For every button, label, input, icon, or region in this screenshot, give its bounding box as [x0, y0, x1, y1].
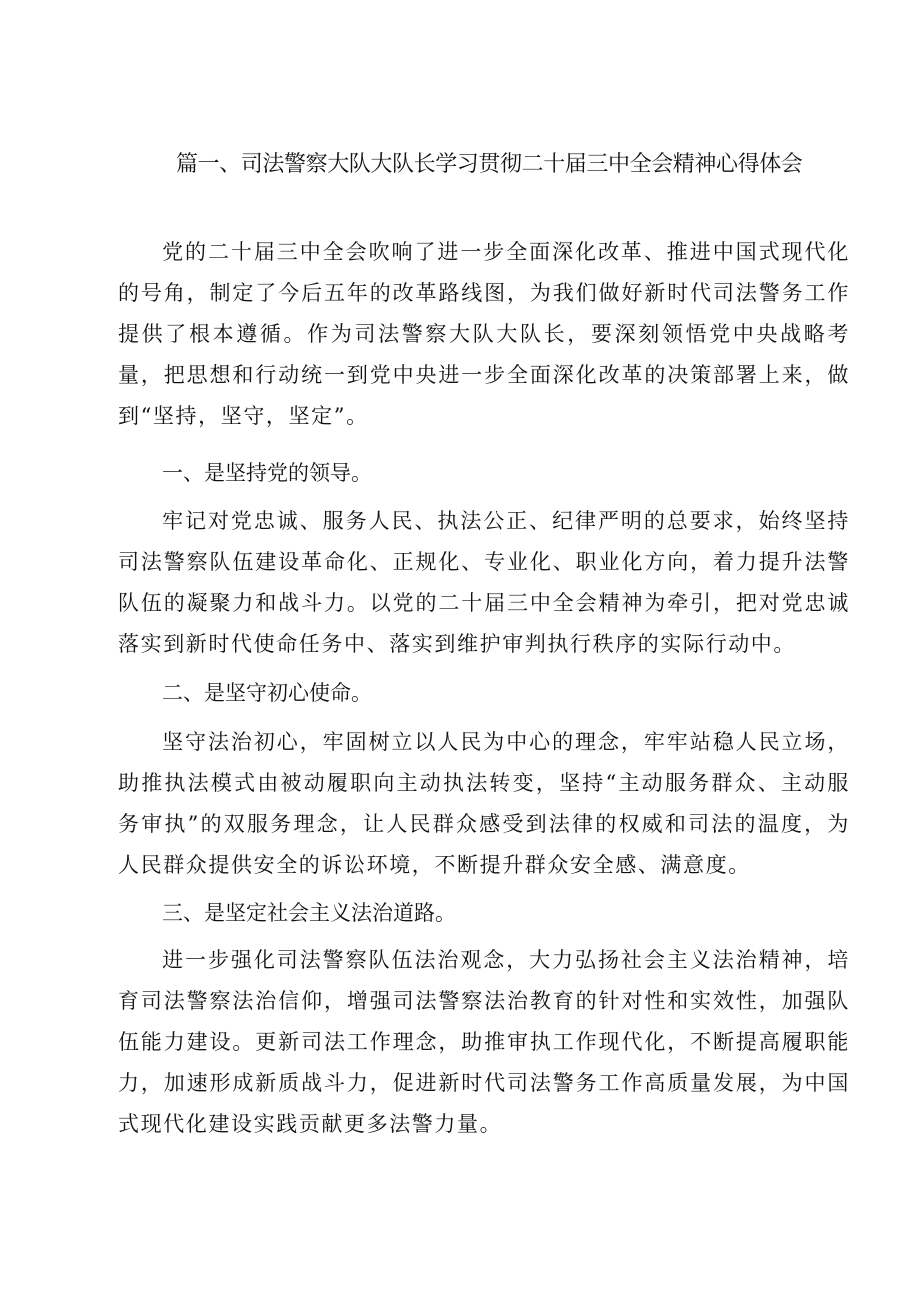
section-heading-1: 一、是坚持党的领导。	[162, 461, 372, 485]
section-heading-3: 三、是坚定社会主义法治道路。	[162, 901, 456, 925]
intro-paragraph: 党的二十届三中全会吹响了进一步全面深化改革、推进中国式现代化的号角，制定了今后五年的改革路线图，为我们做好新时代司法警务工作提供了根本遵循。作为司法警察大队大队长，要深刻领悟党中央战略考量，把思想和行动统一到党中央进一步全面深化改革的决策部署上来，做到“坚持，坚守，坚定”。	[118, 240, 850, 428]
document-title: 篇一、司法警察大队大队长学习贯彻二十届三中全会精神心得体会	[176, 152, 803, 177]
section-paragraph-1: 牢记对党忠诚、服务人民、执法公正、纪律严明的总要求，始终坚持司法警察队伍建设革命化、正规化、专业化、职业化方向，着力提升法警队伍的凝聚力和战斗力。以党的二十届三中全会精神为牵引，把对党忠诚落实到新时代使命任务中、落实到维护审判执行秩序的实际行动中。	[118, 509, 850, 656]
section-paragraph-3: 进一步强化司法警察队伍法治观念，大力弘扬社会主义法治精神，培育司法警察法治信仰，增强司法警察法治教育的针对性和实效性，加强队伍能力建设。更新司法工作理念，助推审执工作现代化，不断提高履职能力，加速形成新质战斗力，促进新时代司法警务工作高质量发展，为中国式现代化建设实践贡献更多法警力量。	[118, 948, 850, 1136]
section-paragraph-2: 坚守法治初心，牢固树立以人民为中心的理念，牢牢站稳人民立场，助推执法模式由被动履职向主动执法转变，坚持“主动服务群众、主动服务审执”的双服务理念，让人民群众感受到法律的权威和司法的温度，为人民群众提供安全的诉讼环境，不断提升群众安全感、满意度。	[118, 730, 850, 877]
section-heading-2: 二、是坚守初心使命。	[162, 681, 372, 705]
